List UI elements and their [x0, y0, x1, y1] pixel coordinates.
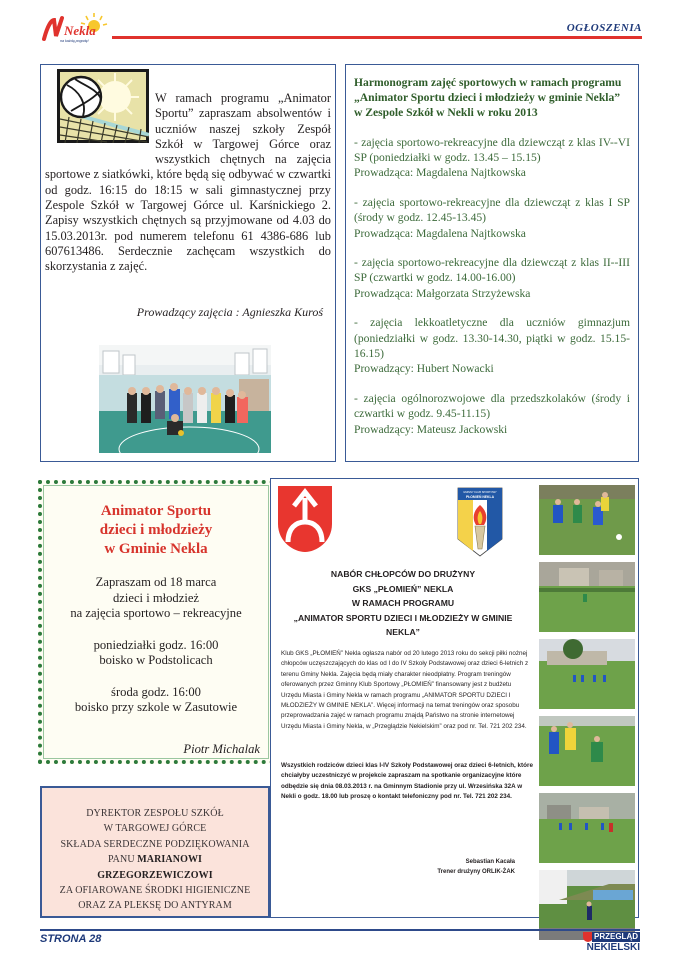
recruitment-title-line: „ANIMATOR SPORTU DZIECI I MŁODZIEŻY W GMINIE — [293, 612, 513, 623]
recruitment-title-line: GKS „PŁOMIEŃ” NEKLA — [352, 583, 454, 594]
group-photo-gym — [99, 345, 271, 453]
schedule-item-leader: Prowadząca: Magdalena Najtkowska — [354, 166, 526, 180]
recruitment-title-line: W RAMACH PROGRAMU — [351, 598, 455, 609]
volleyball-signature: Prowadzący zajęcia : Agnieszka Kuroś — [136, 305, 323, 319]
thanks-name-last: GRZEGORZEWICZOWI — [97, 869, 213, 881]
recruitment-title — [271, 567, 535, 640]
animator-announcement — [38, 480, 274, 764]
page-number: STRONA 28 — [40, 933, 102, 945]
thanks-pan: PANU — [107, 854, 138, 866]
animator-intro-line: na zajęcia sportowo – rekreacyjne — [70, 606, 242, 620]
recruitment-meeting-notice: Wszystkich rodziców dzieci klas I-IV Szkoły Podstawowej oraz dzieci 6-letnich, które chciałyby uczestniczyć w projekcie zapraszam na spotkanie organizacyjne które odbędzie się dnia 08.03.2013 r. na Gminnym Stadionie przy ul. Wrzesińska 32A w Nekli o godz. 18.00 lub proszę o kontakt telefoniczny pod nr. Tel. 721 202 234. — [281, 762, 533, 801]
header-rule — [112, 36, 642, 39]
thanks-name-line — [42, 868, 268, 883]
spacer — [42, 669, 270, 685]
animator-title — [42, 502, 270, 559]
logo-top-text: PRZEGLĄD — [594, 932, 638, 941]
schedule-item-desc: - zajęcia sportowo-rekreacyjne dla dziewcząt z klas I SP (środy w godz. 12.45-13.45) — [354, 195, 630, 225]
thanks-line: DYREKTOR ZESPOŁU SZKÓŁ — [86, 808, 224, 819]
footer-rule — [40, 929, 640, 931]
animator-session-line: poniedziałki godz. 16:00 — [93, 637, 219, 652]
football-photo — [539, 485, 635, 555]
section-title: OGŁOSZENIA — [566, 22, 642, 34]
gmina-nekla-crest-icon — [276, 484, 334, 554]
recruitment-title-line: NABÓR CHŁOPCÓW DO DRUŻYNY — [330, 569, 476, 579]
thanks-announcement — [40, 786, 270, 918]
football-photo — [539, 639, 635, 709]
clipart-spacer — [45, 91, 155, 153]
animator-session-line: środa godz. 16:00 — [111, 684, 201, 699]
page-header — [0, 0, 679, 52]
animator-session-line: boisko w Podstolicach — [99, 653, 213, 667]
nekla-logo — [40, 12, 110, 44]
schedule-item-leader: Prowadząca: Magdalena Najtkowska — [354, 226, 526, 240]
volleyball-paragraph — [45, 91, 331, 275]
schedule-item-leader: Prowadząca: Małgorzata Strzyżewska — [354, 286, 531, 300]
football-photo — [539, 793, 635, 863]
volleyball-paragraph-text: W ramach programu „Animator Sportu” zapraszam absolwentów i uczniów naszej szkoły Zespół Szkół w Targowej Górce oraz wszystkich chętnych na zajęcia sportowe z siatkówki, które będą się odbywać w czwartki od godz. 16:15 do 18:15 w sali gimnastycznej przy Zespole Szkół w Targowej Górce ul. Karśnickiego 2. Zapisy wszystkich chętnych są przyjmowane od 4.03 do 15.03.2013r. pod numerem telefonu 61 4386-686 lub 607613486. Serdecznie zachęcam wszystkich do skorzystania z zajęć. — [45, 91, 331, 274]
thanks-line: ZA OFIAROWANE ŚRODKI HIGIENICZNE — [59, 885, 251, 897]
schedule-announcement — [345, 64, 639, 462]
logo-bottom-text: NEKIELSKI — [586, 942, 640, 953]
schedule-title: Harmonogram zajęć sportowych w ramach programu „Animator Sportu dzieci i młodzieży w gminie Nekla” w Zespole Szkół w Nekli w roku 2013 — [354, 76, 622, 120]
recruitment-announcement — [270, 478, 639, 918]
thanks-line: ORAZ ZA PLEKSĘ DO ANTYRAM — [78, 900, 232, 912]
animator-title-line: w Gminie Nekla — [104, 541, 208, 557]
signature-name: Sebastian Kacała — [465, 859, 515, 865]
schedule-item-desc: - zajęcia sportowo-rekreacyjne dla dziewcząt z klas IV--VI SP (poniedziałki w godz. 13.45 – 15.15) — [354, 135, 630, 165]
volleyball-announcement — [40, 64, 336, 462]
animator-signature: Piotr Michalak — [183, 742, 260, 756]
thanks-line: W TARGOWEJ GÓRCE — [103, 823, 207, 835]
football-photo — [539, 716, 635, 786]
spacer — [42, 559, 270, 575]
schedule-item — [354, 135, 630, 181]
logo-tagline: na każdą pogodę! — [60, 39, 89, 43]
spacer — [42, 622, 270, 638]
recruitment-signature — [431, 857, 515, 878]
schedule-item — [354, 391, 630, 437]
thanks-line: SKŁADA SERDECZNE PODZIĘKOWANIA — [60, 838, 250, 850]
football-photo — [539, 562, 635, 632]
recruitment-title-line: NEKLA” — [386, 627, 420, 638]
animator-title-line: Animator Sportu — [100, 503, 212, 519]
schedule-item-desc: - zajęcia sportowo-rekreacyjne dla dziewcząt z klas II--III SP (czwartki w godz. 14.00-16.00) — [354, 256, 630, 285]
thanks-name-first: MARIANOWI — [137, 854, 203, 866]
schedule-item — [354, 315, 630, 377]
gks-plomien-crest-icon — [457, 487, 503, 557]
schedule-item-leader: Prowadzący: Mateusz Jackowski — [354, 422, 508, 436]
schedule-item-desc: - zajęcia ogólnorozwojowe dla przedszkolaków (środy i czwartki w godz. 9.45-11.15) — [354, 391, 630, 421]
club-crest-text: PŁOMIEŃ NEKLA — [465, 495, 495, 499]
animator-session-line: boisko przy szkole w Zasutowie — [74, 700, 238, 714]
schedule-item-desc: - zajęcia lekkoatletyczne dla uczniów gimnazjum (poniedziałki w godz. 13.30-14.30, piątki w godz. 15.15-16.15) — [354, 316, 630, 361]
logo-text: Nekla — [64, 23, 96, 38]
recruitment-body: Klub GKS „PŁOMIEŃ” Nekla ogłasza nabór od 20 lutego 2013 roku do sekcji piłki nożnej chłopców uczęszczających do klas od I do IV Szkoły Podstawowej oraz dzieci 6-letnich z terenu Gminy Nekla. Zajęcia będą miały charakter nieodpłatny. Program treningów oferowanych przez Gminny Klub Sportowy „PŁOMIEŃ” finansowany jest z budżetu Urzędu Miasta i Gminy Nekla w ramach programu „ANIMATOR SPORTU DZIECI I MŁODZIEŻY W GMINIE NEKLA”. Więcej informacji na temat treningów oraz sposobu przeprowadzania zajęć w ramach programu znajdą Państwo na stronie internetowej Urzędu Miasta i Gminy Nekla, w „Przeglądzie Nekielskim” oraz pod nr. Tel. 721 202 234. — [281, 650, 529, 730]
animator-intro-line: dzieci i młodzież — [112, 590, 200, 605]
schedule-item — [354, 195, 630, 241]
club-crest-text: GMINNY KLUB SPORTOWY — [463, 491, 497, 494]
schedule-item-leader: Prowadzący: Hubert Nowacki — [354, 362, 494, 376]
animator-intro-line: Zapraszam od 18 marca — [95, 575, 217, 589]
football-photo-strip — [539, 485, 635, 947]
przeglad-nekielski-logo — [576, 932, 640, 956]
animator-title-line: dzieci i młodzieży — [99, 522, 213, 538]
signature-role: Trener drużyny ORLIK-ŻAK — [437, 869, 515, 876]
schedule-item — [354, 255, 630, 301]
thanks-name-line — [42, 852, 268, 867]
